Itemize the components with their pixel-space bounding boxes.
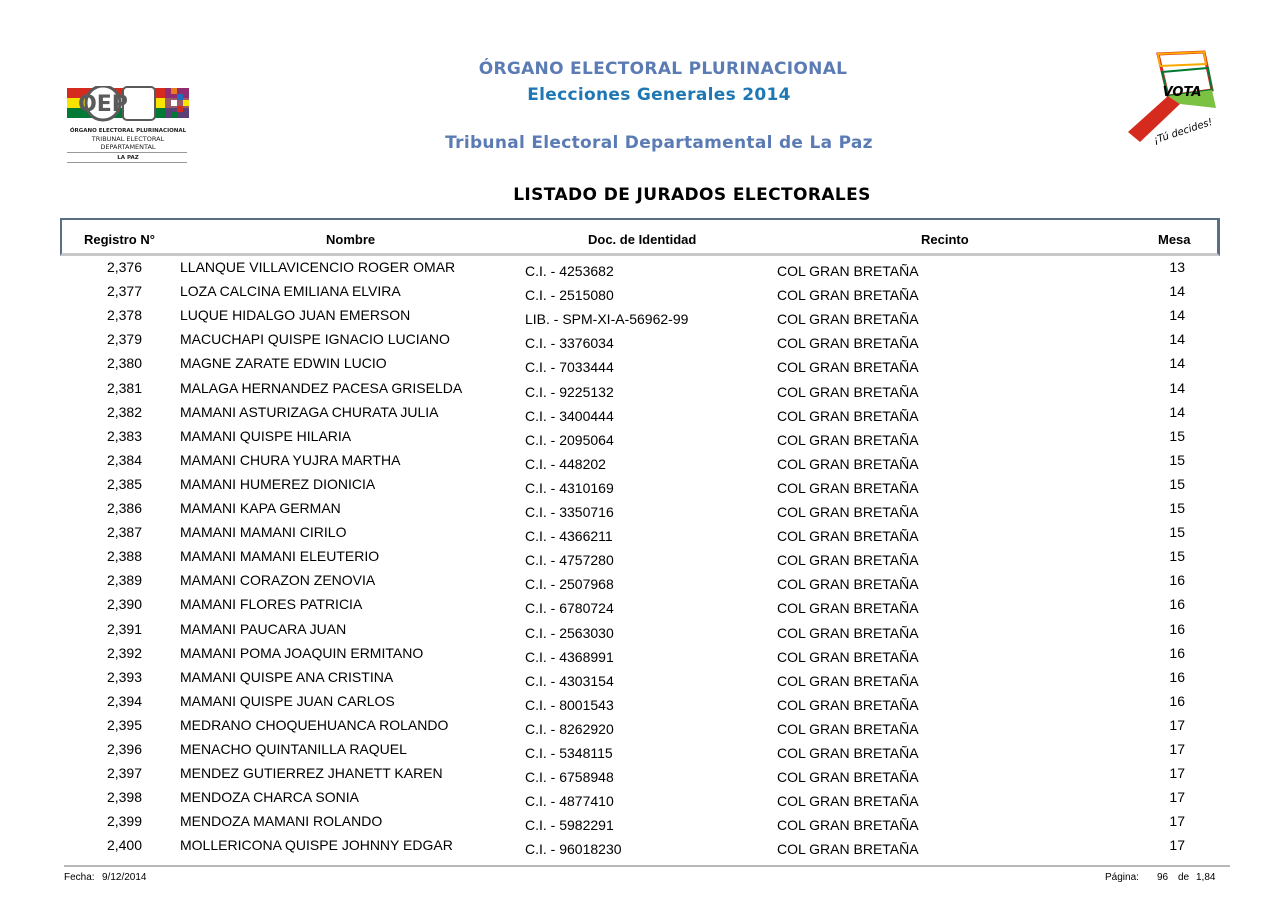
pagina-label: Página: (1105, 872, 1139, 883)
nombre-cell: MAGNE ZARATE EDWIN LUCIO (180, 355, 387, 372)
nombre-cell: LUQUE HIDALGO JUAN EMERSON (180, 307, 411, 324)
doc-cell: C.I. - 8262920 (525, 720, 614, 737)
doc-cell: C.I. - 4303154 (525, 672, 614, 689)
mesa-cell: 14 (1169, 307, 1185, 324)
table-row (0, 813, 1280, 837)
mesa-cell: 16 (1169, 668, 1185, 685)
nombre-cell: MAMANI HUMEREZ DIONICIA (180, 475, 376, 492)
nombre-cell: MAMANI MAMANI ELEUTERIO (180, 548, 380, 565)
mesa-cell: 16 (1169, 644, 1185, 661)
table-row (0, 621, 1280, 645)
recinto-cell: COL GRAN BRETAÑA (777, 359, 919, 376)
recinto-cell: COL GRAN BRETAÑA (777, 455, 919, 472)
recinto-cell: COL GRAN BRETAÑA (777, 287, 919, 304)
table-row (0, 283, 1280, 307)
registro-cell: 2,391 (106, 620, 142, 637)
registro-cell: 2,392 (106, 644, 142, 661)
mesa-cell: 15 (1169, 475, 1185, 492)
fecha-value: 9/12/2014 (102, 872, 147, 883)
nombre-cell: MAMANI MAMANI CIRILO (180, 524, 347, 541)
doc-cell: C.I. - 4877410 (525, 793, 614, 810)
vota-slogan: ¡Tú decides! (1152, 116, 1214, 146)
vota-word: VOTA (1162, 85, 1202, 100)
mesa-cell: 15 (1169, 548, 1185, 565)
recinto-cell: COL GRAN BRETAÑA (777, 817, 919, 834)
doc-cell: C.I. - 7033444 (525, 359, 614, 376)
registro-cell: 2,379 (106, 331, 142, 348)
nombre-cell: MAMANI ASTURIZAGA CHURATA JULIA (180, 403, 439, 420)
doc-cell: C.I. - 8001543 (525, 696, 614, 713)
mesa-cell: 16 (1169, 620, 1185, 637)
registro-cell: 2,395 (106, 716, 142, 733)
recinto-cell: COL GRAN BRETAÑA (777, 793, 919, 810)
recinto-cell: COL GRAN BRETAÑA (777, 263, 919, 279)
registro-cell: 2,380 (106, 355, 142, 372)
mesa-cell: 16 (1169, 572, 1185, 589)
nombre-cell: MAMANI CHURA YUJRA MARTHA (180, 451, 401, 468)
mesa-cell: 16 (1169, 596, 1185, 613)
registro-cell: 2,389 (106, 572, 142, 589)
mesa-cell: 15 (1169, 524, 1185, 541)
table-row (0, 476, 1280, 500)
doc-cell: C.I. - 2515080 (525, 287, 614, 304)
table-row (0, 452, 1280, 476)
recinto-cell: COL GRAN BRETAÑA (777, 383, 919, 400)
recinto-cell: COL GRAN BRETAÑA (777, 576, 919, 593)
table-row (0, 693, 1280, 717)
doc-cell: C.I. - 3400444 (525, 407, 614, 424)
nombre-cell: MAMANI FLORES PATRICIA (180, 596, 363, 613)
table-row (0, 572, 1280, 596)
recinto-cell: COL GRAN BRETAÑA (777, 528, 919, 545)
table-row (0, 331, 1280, 355)
doc-cell: C.I. - 3376034 (525, 335, 614, 352)
registro-cell: 2,378 (106, 307, 142, 324)
recinto-cell: COL GRAN BRETAÑA (777, 769, 919, 786)
mesa-cell: 14 (1169, 283, 1185, 300)
registro-cell: 2,387 (106, 524, 142, 541)
pagina-total: 1,84 (1196, 872, 1216, 883)
nombre-cell: MAMANI QUISPE JUAN CARLOS (180, 692, 395, 709)
mesa-cell: 17 (1169, 741, 1185, 757)
pagina-value: 96 (1157, 872, 1169, 883)
recinto-cell: COL GRAN BRETAÑA (777, 672, 919, 689)
recinto-cell: COL GRAN BRETAÑA (777, 648, 919, 665)
table-row (0, 500, 1280, 524)
col-nombre: Nombre (326, 232, 376, 247)
table-row (0, 428, 1280, 452)
table-row (0, 355, 1280, 379)
recinto-cell: COL GRAN BRETAÑA (777, 841, 919, 858)
nombre-cell: MENDOZA MAMANI ROLANDO (180, 813, 383, 830)
registro-cell: 2,400 (106, 837, 142, 854)
registro-cell: 2,396 (106, 741, 142, 757)
table-row (0, 789, 1280, 813)
doc-cell: C.I. - 6758948 (525, 769, 614, 786)
col-recinto: Recinto (921, 232, 969, 247)
mesa-cell: 13 (1169, 259, 1185, 275)
org-title: ÓRGANO ELECTORAL PLURINACIONAL (478, 59, 848, 79)
registro-cell: 2,390 (106, 596, 142, 613)
registro-cell: 2,386 (106, 500, 142, 516)
nombre-cell: MAMANI CORAZON ZENOVIA (180, 572, 376, 589)
mesa-cell: 15 (1169, 427, 1185, 444)
recinto-cell: COL GRAN BRETAÑA (777, 745, 919, 761)
table-row (0, 741, 1280, 765)
mesa-cell: 17 (1169, 789, 1185, 806)
nombre-cell: MAMANI KAPA GERMAN (180, 500, 341, 516)
table-row (0, 645, 1280, 669)
footer-divider (64, 865, 1230, 867)
recinto-cell: COL GRAN BRETAÑA (777, 504, 919, 520)
table-row (0, 837, 1280, 861)
oep-line2: TRIBUNAL ELECTORAL DEPARTAMENTAL (91, 135, 165, 151)
col-mesa: Mesa (1158, 232, 1191, 247)
registro-cell: 2,394 (106, 692, 142, 709)
mesa-cell: 15 (1169, 451, 1185, 468)
registro-cell: 2,383 (106, 427, 142, 444)
registro-cell: 2,388 (106, 548, 142, 565)
mesa-cell: 17 (1169, 837, 1185, 854)
table-row (0, 259, 1280, 283)
nombre-cell: LOZA CALCINA EMILIANA ELVIRA (180, 283, 401, 300)
recinto-cell: COL GRAN BRETAÑA (777, 311, 919, 328)
fecha-label: Fecha: (64, 872, 95, 883)
table-row (0, 669, 1280, 693)
doc-cell: LIB. - SPM-XI-A-56962-99 (525, 311, 689, 328)
doc-cell: C.I. - 4366211 (525, 528, 613, 545)
mesa-cell: 16 (1169, 692, 1185, 709)
table-row (0, 548, 1280, 572)
doc-cell: C.I. - 4253682 (525, 263, 614, 279)
doc-cell: C.I. - 5982291 (525, 817, 614, 834)
recinto-cell: COL GRAN BRETAÑA (777, 552, 919, 569)
doc-cell: C.I. - 9225132 (525, 383, 614, 400)
nombre-cell: MAMANI PAUCARA JUAN (180, 620, 347, 637)
recinto-cell: COL GRAN BRETAÑA (777, 720, 919, 737)
mesa-cell: 14 (1169, 331, 1185, 348)
registro-cell: 2,385 (106, 475, 142, 492)
nombre-cell: MENDOZA CHARCA SONIA (180, 789, 359, 806)
registro-cell: 2,399 (106, 813, 142, 830)
nombre-cell: MAMANI QUISPE ANA CRISTINA (180, 668, 394, 685)
table-row (0, 717, 1280, 741)
nombre-cell: LLANQUE VILLAVICENCIO ROGER OMAR (180, 259, 456, 275)
de-label: de (1178, 872, 1190, 883)
doc-cell: C.I. - 5348115 (525, 745, 613, 761)
doc-cell: C.I. - 2563030 (525, 624, 614, 641)
doc-cell: C.I. - 2507968 (525, 576, 614, 593)
table-row (0, 524, 1280, 548)
nombre-cell: MAMANI POMA JOAQUIN ERMITANO (180, 644, 424, 661)
nombre-cell: MACUCHAPI QUISPE IGNACIO LUCIANO (180, 331, 450, 348)
page-title: LISTADO DE JURADOS ELECTORALES (513, 185, 871, 205)
mesa-cell: 14 (1169, 355, 1185, 372)
doc-cell: C.I. - 4368991 (525, 648, 614, 665)
registro-cell: 2,376 (106, 259, 142, 275)
registro-cell: 2,384 (106, 451, 142, 468)
registro-cell: 2,393 (106, 668, 142, 685)
nombre-cell: MAMANI QUISPE HILARIA (180, 427, 352, 444)
oep-line3: LA PAZ (117, 155, 139, 161)
mesa-cell: 14 (1169, 403, 1185, 420)
doc-cell: C.I. - 6780724 (525, 600, 614, 617)
registro-cell: 2,377 (106, 283, 142, 300)
registro-cell: 2,398 (106, 789, 142, 806)
doc-cell: C.I. - 448202 (525, 455, 606, 472)
oep-line1: ÓRGANO ELECTORAL PLURINACIONAL (69, 128, 187, 134)
table-row (0, 596, 1280, 620)
mesa-cell: 14 (1169, 379, 1185, 396)
recinto-cell: COL GRAN BRETAÑA (777, 407, 919, 424)
recinto-cell: COL GRAN BRETAÑA (777, 479, 919, 496)
table-row (0, 404, 1280, 428)
doc-cell: C.I. - 96018230 (525, 841, 622, 858)
registro-cell: 2,382 (106, 403, 142, 420)
col-registro: Registro N° (84, 232, 155, 247)
mesa-cell: 15 (1169, 500, 1185, 516)
nombre-cell: MENDEZ GUTIERREZ JHANETT KAREN (180, 765, 443, 782)
mesa-cell: 17 (1169, 765, 1185, 782)
registro-cell: 2,381 (106, 379, 142, 396)
doc-cell: C.I. - 3350716 (525, 504, 614, 520)
table-row (0, 307, 1280, 331)
nombre-cell: MALAGA HERNANDEZ PACESA GRISELDA (180, 379, 463, 396)
election-title: Elecciones Generales 2014 (527, 85, 791, 105)
table-row (0, 765, 1280, 789)
doc-cell: C.I. - 4757280 (525, 552, 614, 569)
recinto-cell: COL GRAN BRETAÑA (777, 624, 919, 641)
doc-cell: C.I. - 4310169 (525, 479, 614, 496)
recinto-cell: COL GRAN BRETAÑA (777, 600, 919, 617)
col-doc: Doc. de Identidad (588, 232, 697, 247)
recinto-cell: COL GRAN BRETAÑA (777, 431, 919, 448)
mesa-cell: 17 (1169, 813, 1185, 830)
doc-cell: C.I. - 2095064 (525, 431, 614, 448)
recinto-cell: COL GRAN BRETAÑA (777, 696, 919, 713)
nombre-cell: MENACHO QUINTANILLA RAQUEL (180, 741, 407, 757)
oep-letters: OEP (78, 92, 128, 117)
nombre-cell: MOLLERICONA QUISPE JOHNNY EDGAR (180, 837, 453, 854)
mesa-cell: 17 (1169, 716, 1185, 733)
tribunal-title: Tribunal Electoral Departamental de La Paz (445, 133, 873, 153)
table-row (0, 380, 1280, 404)
nombre-cell: MEDRANO CHOQUEHUANCA ROLANDO (180, 716, 449, 733)
recinto-cell: COL GRAN BRETAÑA (777, 335, 919, 352)
registro-cell: 2,397 (106, 765, 142, 782)
